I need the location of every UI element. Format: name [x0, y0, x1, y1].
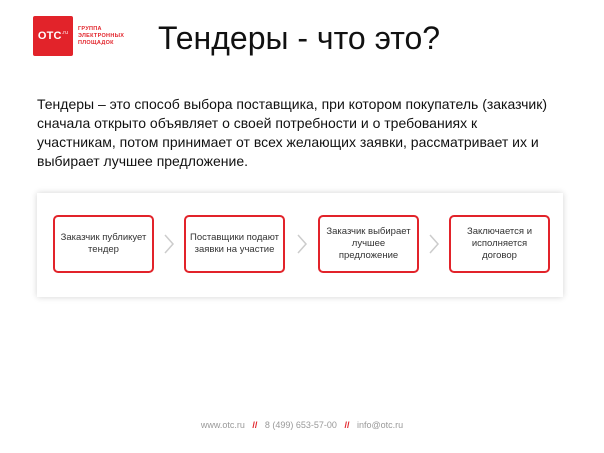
chevron-right-icon — [163, 233, 175, 255]
intro-paragraph: Тендеры – это способ выбора поставщика, при котором покупатель (заказчик) сначала открыто объявляет о своей потребности и о требованиях к участникам, потом принимает от всех желающих заявки, рассматривает их и выбирает лучшее предложение. — [37, 96, 547, 169]
logo-caption-line-3: ПЛОЩАДОК — [78, 39, 114, 46]
otc-logo[interactable] — [33, 16, 128, 56]
footer-website-link[interactable]: www.otc.ru — [200, 420, 245, 430]
process-step-contract — [449, 215, 550, 273]
footer-separator: // — [252, 420, 258, 430]
footer-contacts — [0, 420, 604, 430]
logo-mark — [33, 16, 73, 56]
logo-caption — [78, 26, 124, 47]
process-step-select — [318, 215, 419, 273]
footer-separator: // — [344, 420, 350, 430]
process-step-label: Заказчик публикует тендер — [60, 232, 147, 255]
chevron-right-icon — [428, 233, 440, 255]
footer-phone: 8 (499) 653-57-00 — [264, 420, 337, 430]
process-step-publish — [53, 215, 154, 273]
footer-email-link[interactable]: info@otc.ru — [357, 420, 404, 430]
process-step-label: Заказчик выбирает лучшее предложение — [326, 226, 411, 261]
process-step-apply — [184, 215, 285, 273]
logo-caption-line-2: ЭЛЕКТРОННЫХ — [78, 32, 125, 39]
process-step-label: Заключается и исполняется договор — [466, 226, 533, 261]
process-diagram — [37, 193, 563, 297]
page-title: Тендеры - что это? — [158, 20, 441, 56]
process-step-label: Поставщики подают заявки на участие — [190, 232, 279, 255]
chevron-right-icon — [296, 233, 308, 255]
logo-caption-line-1: ГРУППА — [78, 25, 102, 32]
logo-brand-text: $OTC^{.ru}$ — [37, 30, 69, 42]
